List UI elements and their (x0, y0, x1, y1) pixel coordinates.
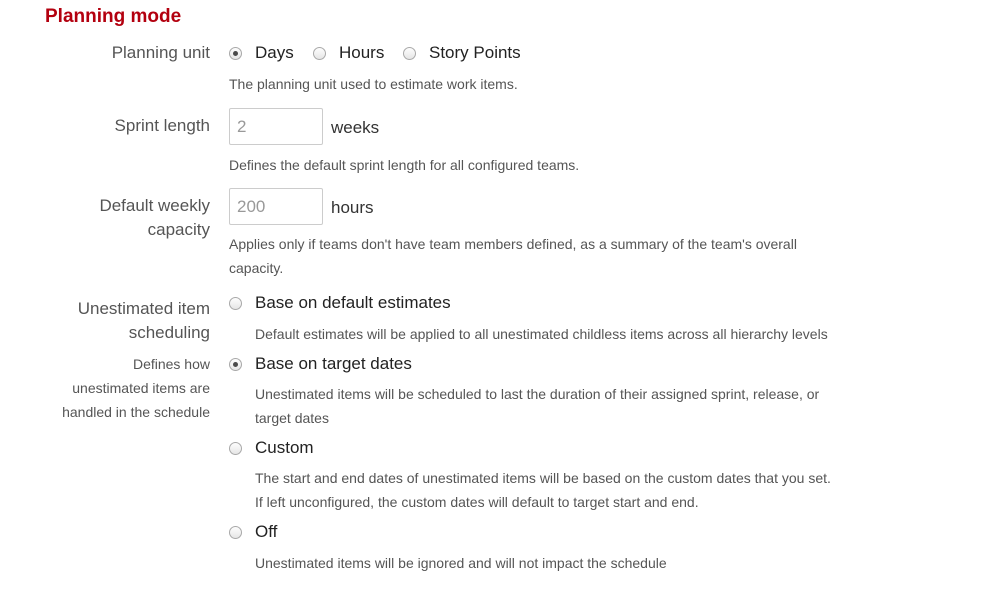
unestimated-desc-line2: unestimated items are (72, 380, 210, 396)
unestimated-label-line2: scheduling (128, 323, 210, 342)
weekly-capacity-label-line1: Default weekly (99, 196, 210, 215)
unestimated-off-help: Unestimated items will be ignored and will not impact the schedule (255, 555, 667, 571)
unestimated-custom-radio[interactable] (229, 442, 242, 455)
weekly-capacity-help-line1: Applies only if teams don't have team members defined, as a summary of the team's overall (229, 236, 797, 252)
unestimated-custom-help-line1: The start and end dates of unestimated items will be based on the custom dates that you set. (255, 470, 831, 486)
sprint-length-label: Sprint length (114, 116, 210, 135)
weekly-capacity-label-line2: capacity (147, 220, 210, 239)
weekly-capacity-unit: hours (331, 198, 374, 217)
unestimated-off-radio[interactable] (229, 526, 242, 539)
unestimated-default-estimates-help: Default estimates will be applied to all unestimated childless items across all hierarchy levels (255, 326, 828, 342)
planning-unit-hours-radio[interactable] (313, 47, 326, 60)
planning-unit-help: The planning unit used to estimate work items. (229, 76, 518, 92)
unestimated-desc-line3: handled in the schedule (62, 404, 210, 420)
unestimated-target-dates-radio[interactable] (229, 358, 242, 371)
unestimated-target-dates-help-line1: Unestimated items will be scheduled to last the duration of their assigned sprint, release, or (255, 386, 820, 402)
planning-unit-label: Planning unit (111, 43, 210, 62)
unestimated-target-dates-help-line2: target dates (255, 410, 329, 426)
planning-unit-hours-label[interactable]: Hours (339, 43, 385, 62)
planning-unit-days-radio[interactable] (229, 47, 242, 60)
unestimated-label-line1: Unestimated item (77, 299, 210, 318)
unestimated-target-dates-label[interactable]: Base on target dates (255, 354, 412, 373)
planning-unit-story-points-radio[interactable] (403, 47, 416, 60)
sprint-length-help: Defines the default sprint length for all configured teams. (229, 157, 580, 173)
unestimated-default-estimates-label[interactable]: Base on default estimates (255, 293, 451, 312)
unestimated-custom-label[interactable]: Custom (255, 438, 314, 457)
weekly-capacity-help-line2: capacity. (229, 260, 284, 276)
planning-unit-story-points-label[interactable]: Story Points (429, 43, 521, 62)
unestimated-off-label[interactable]: Off (255, 522, 278, 541)
planning-unit-days-label[interactable]: Days (255, 43, 294, 62)
unestimated-custom-help-line2: If left unconfigured, the custom dates will default to target start and end. (255, 494, 699, 510)
unestimated-default-estimates-radio[interactable] (229, 297, 242, 310)
section-title: Planning mode (45, 6, 182, 27)
sprint-length-input[interactable] (229, 108, 323, 145)
weekly-capacity-input[interactable] (229, 188, 323, 225)
sprint-length-unit: weeks (331, 118, 380, 137)
unestimated-desc-line1: Defines how (132, 356, 210, 372)
